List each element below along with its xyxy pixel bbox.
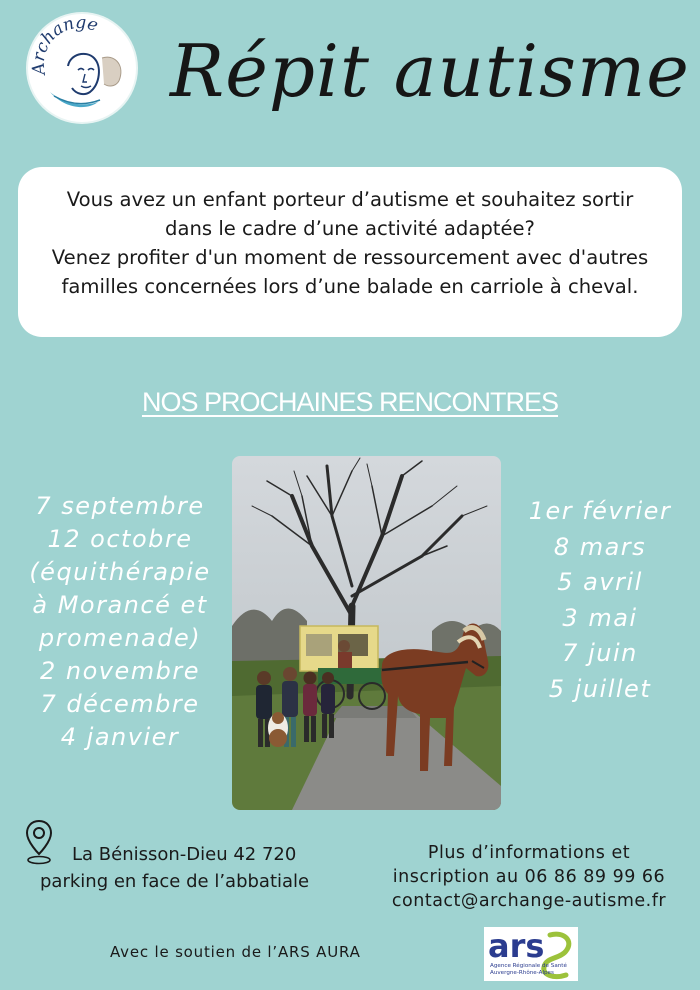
intro-line: Vous avez un enfant porteur d’autisme et souhaitez sortir	[66, 188, 634, 211]
dates-right	[505, 494, 695, 707]
intro-line: familles concernées lors d’une balade en carriole à cheval.	[61, 275, 639, 298]
date-item: 12 octobre	[47, 525, 193, 553]
dates-left	[14, 490, 226, 754]
section-title: NOS PROCHAINES RENCONTRES	[141, 387, 559, 417]
date-item: 7 juin	[562, 639, 638, 667]
intro-box	[18, 167, 682, 337]
date-item: 7 septembre	[35, 492, 205, 520]
page-title: Répit autisme	[170, 29, 690, 113]
date-item: à Morancé et	[32, 591, 208, 619]
intro-line: Venez profiter d'un moment de ressourcement avec d'autres	[51, 246, 649, 269]
svg-text:Archange: Archange	[28, 14, 101, 76]
date-item: 1er février	[528, 497, 672, 525]
contact-info	[368, 841, 690, 913]
date-item: (équithérapie	[29, 558, 211, 586]
location-text	[40, 841, 350, 895]
contact-phone: inscription au 06 86 89 99 66	[392, 867, 666, 887]
date-item: 7 décembre	[40, 690, 200, 718]
archange-face-logo-icon	[28, 14, 136, 122]
ars-logo-text: ars	[488, 927, 545, 965]
horse-carriage-photo	[232, 456, 501, 810]
location-line: parking en face de l’abbatiale	[40, 871, 310, 892]
location-line: La Bénisson-Dieu 42 720	[72, 844, 297, 865]
ars-logo	[484, 927, 578, 981]
date-item: 5 juillet	[548, 674, 652, 703]
date-item: promenade)	[38, 624, 202, 652]
archange-logo	[28, 14, 136, 122]
support-text: Avec le soutien de l’ARS AURA	[110, 943, 361, 961]
ars-logo-sub2: Auvergne-Rhône-Alpes	[490, 970, 554, 976]
date-item: 8 mars	[553, 532, 647, 561]
contact-email: contact@archange-autisme.fr	[391, 891, 667, 911]
date-item: 5 avril	[557, 568, 643, 596]
date-item: 2 novembre	[39, 657, 200, 685]
intro-line: dans le cadre d’une activité adaptée?	[165, 217, 535, 240]
ars-logo-sub1: Agence Régionale de Santé	[490, 963, 567, 969]
contact-line: Plus d’informations et	[427, 843, 631, 863]
date-item: 4 janvier	[60, 723, 180, 751]
date-item: 3 mai	[562, 603, 638, 632]
